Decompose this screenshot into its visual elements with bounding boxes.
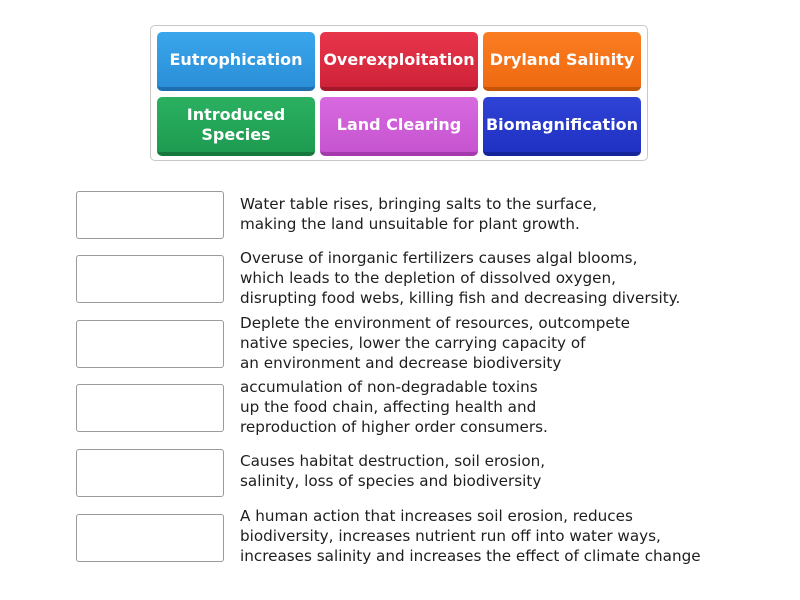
tile-dryland-salinity[interactable]: Dryland Salinity [483,32,641,91]
description-5: Causes habitat destruction, soil erosion, salinity, loss of species and biodiversity [240,452,546,490]
description-2: Overuse of inorganic fertilizers causes algal blooms, which leads to the depletion of dissolved oxygen, disrupting food webs, killing fish and decreasing diversity. [240,249,681,307]
answer-tile-panel [150,25,648,161]
drop-box-1[interactable] [76,191,224,239]
tile-biomagnification[interactable]: Biomagnification [483,97,641,156]
drop-box-6[interactable] [76,514,224,562]
drop-box-5[interactable] [76,449,224,497]
drop-box-4[interactable] [76,384,224,432]
tile-land-clearing[interactable]: Land Clearing [320,97,478,156]
description-6: A human action that increases soil erosion, reduces biodiversity, increases nutrient run off into water ways, increases salinity and increases the effect of climate change [240,507,701,565]
tile-eutrophication[interactable]: Eutrophication [157,32,315,91]
tile-overexploitation[interactable]: Overexploitation [320,32,478,91]
description-3: Deplete the environment of resources, outcompete native species, lower the carrying capacity of an environment and decrease biodiversity [240,314,630,372]
description-1: Water table rises, bringing salts to the surface, making the land unsuitable for plant growth. [240,195,597,233]
drop-box-3[interactable] [76,320,224,368]
drop-box-2[interactable] [76,255,224,303]
description-4: accumulation of non-degradable toxins up the food chain, affecting health and reproduction of higher order consumers. [240,378,548,436]
tile-introduced-species[interactable]: Introduced Species [157,97,315,156]
